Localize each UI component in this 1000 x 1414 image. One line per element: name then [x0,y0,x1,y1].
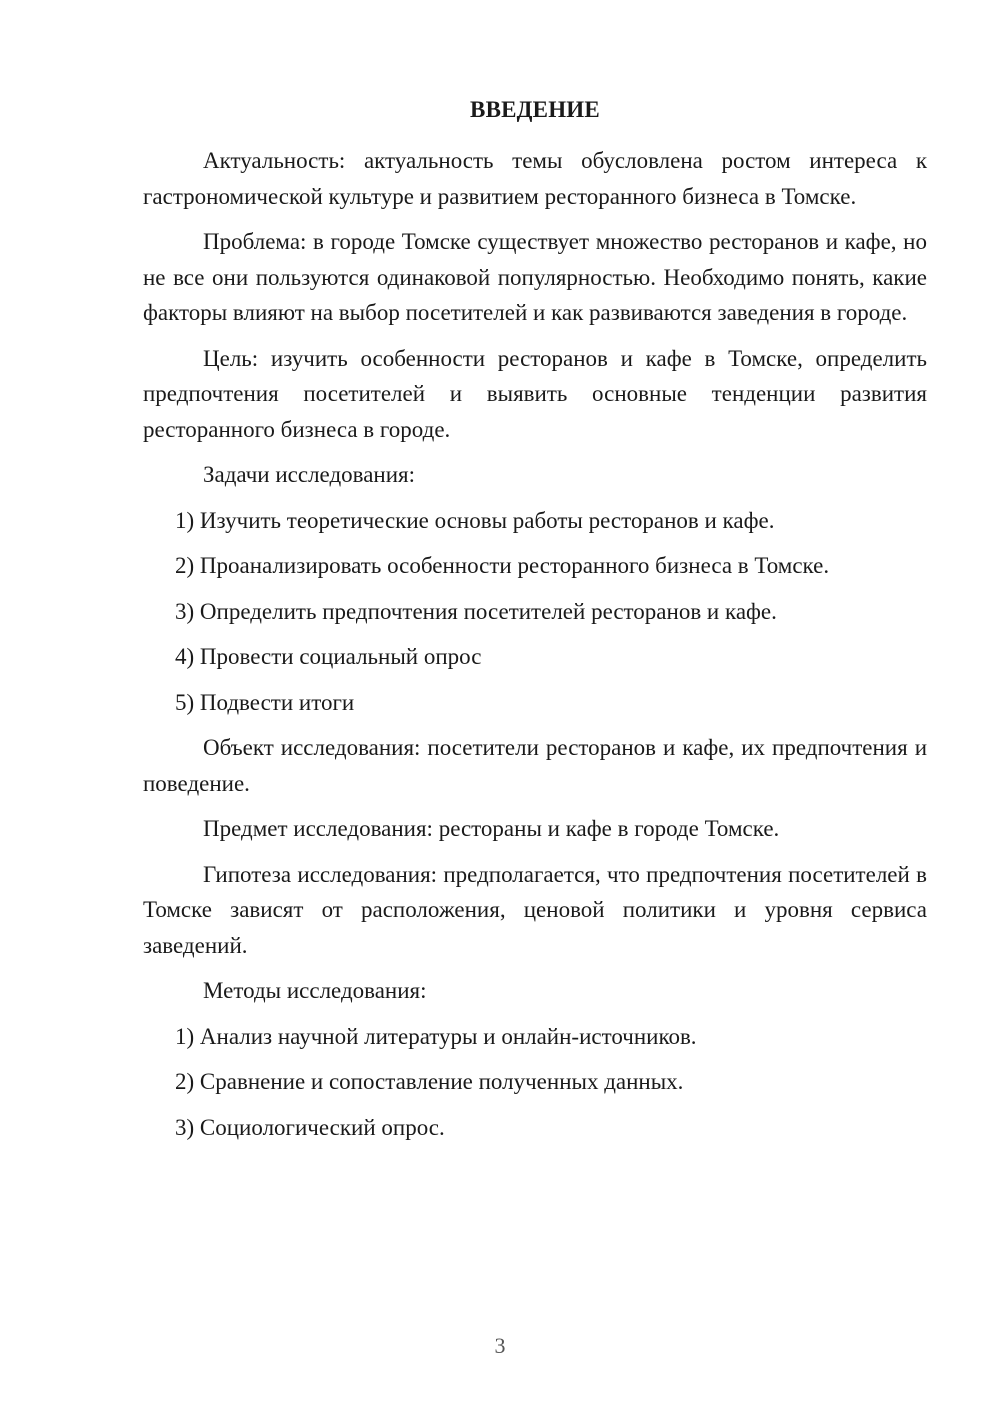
list-item: 3) Определить предпочтения посетителей ресторанов и кафе. [175,598,777,624]
document-body [143,143,927,1155]
list-item: 1) Анализ научной литературы и онлайн-источников. [175,1023,697,1049]
tasks-list [143,503,927,721]
page-title: ВВЕДЕНИЕ [470,97,600,122]
methods-heading: Методы исследования: [203,978,427,1003]
list-item: 1) Изучить теоретические основы работы ресторанов и кафе. [175,507,775,533]
object-paragraph: Объект исследования: посетители ресторанов и кафе, их предпочтения и поведение. [143,735,927,796]
hypothesis-paragraph: Гипотеза исследования: предполагается, что предпочтения посетителей в Томске зависят от расположения, ценовой политики и уровня сервиса заведений. [143,861,927,958]
list-item: 4) Провести социальный опрос [175,644,482,669]
list-item: 2) Сравнение и сопоставление полученных данных. [175,1069,684,1094]
problem-paragraph: Проблема: в городе Томске существует множество ресторанов и кафе, но не все они пользуются одинаковой популярностью. Необходимо понять, какие факторы влияют на выбор посетителей и как развиваются заведения в городе. [143,229,927,325]
methods-list [143,1019,927,1146]
list-item: 5) Подвести итоги [175,689,355,715]
list-item: 2) Проанализировать особенности ресторанного бизнеса в Томске. [175,553,830,578]
goal-paragraph: Цель: изучить особенности ресторанов и кафе в Томске, определить предпочтения посетителей и выявить основные тенденции развития ресторанного бизнеса в городе. [143,345,927,442]
page-number: 3 [494,1333,506,1358]
relevance-paragraph: Актуальность: актуальность темы обусловлена ростом интереса к гастрономической культуре и развитием ресторанного бизнеса в Томске. [143,148,927,209]
subject-paragraph: Предмет исследования: рестораны и кафе в городе Томске. [203,816,780,841]
list-item: 3) Социологический опрос. [175,1114,445,1140]
tasks-heading: Задачи исследования: [203,462,416,487]
